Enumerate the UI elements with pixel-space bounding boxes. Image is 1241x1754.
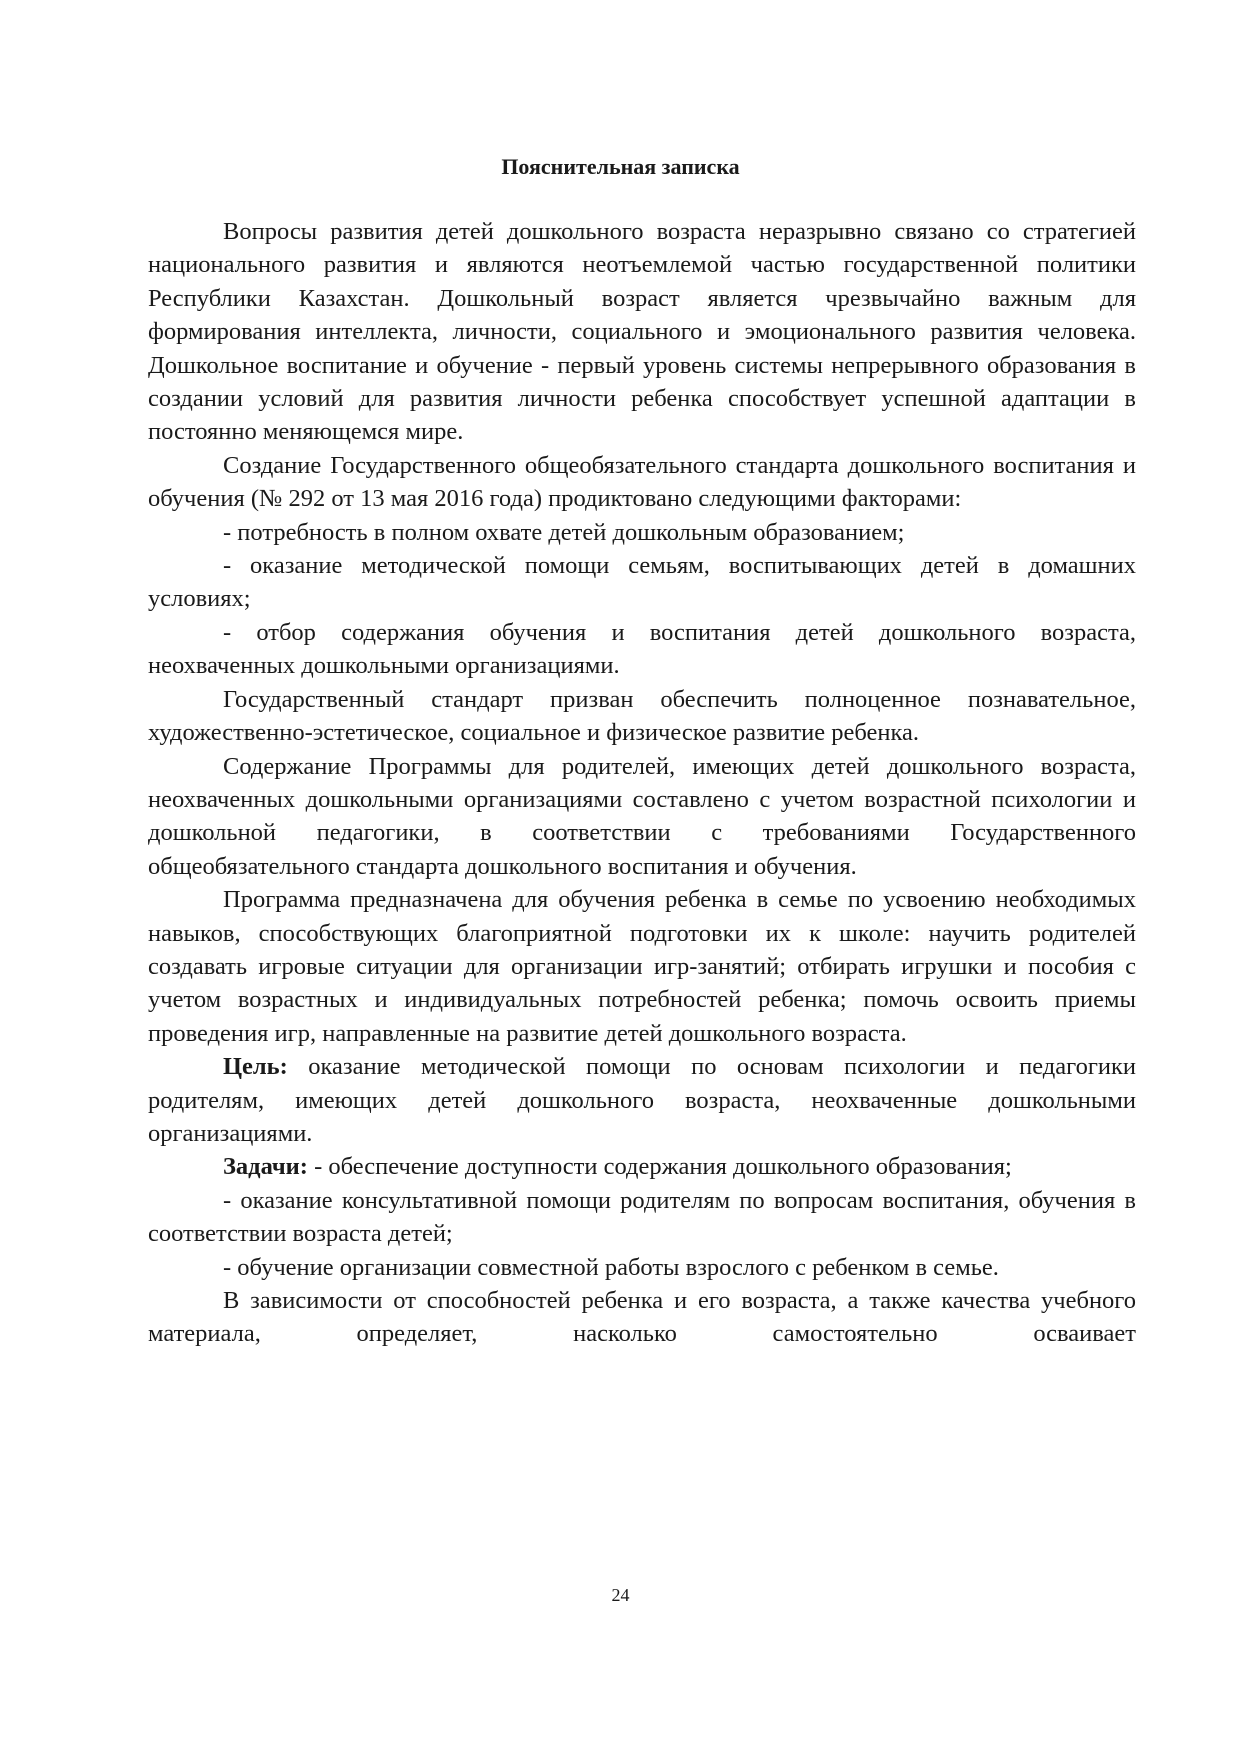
tasks-text: - обеспечение доступности содержания дошкольного образования; bbox=[307, 1153, 1012, 1181]
goal-label: Цель: bbox=[223, 1053, 288, 1081]
paragraph-standard: Создание Государственного общеобязательного стандарта дошкольного воспитания и обучения (№ 292 от 13 мая 2016 года) продиктовано следующими факторами: bbox=[148, 451, 1136, 513]
list-item-factor-1: - потребность в полном охвате детей дошкольным образованием; bbox=[223, 518, 905, 546]
document-body bbox=[148, 215, 1136, 1351]
list-item-task-2: - оказание консультативной помощи родителям по вопросам воспитания, обучения в соответствии возраста детей; bbox=[148, 1186, 1136, 1248]
page-title: Пояснительная записка bbox=[501, 154, 740, 179]
paragraph-program-purpose: Программа предназначена для обучения ребенка в семье по усвоению необходимых навыков, способствующих благоприятной подготовки их к школе: научить родителей создавать игровые ситуации для организации игр-занятий; отбирать игрушки и пособия с учетом возрастных и индивидуальных потребностей ребенка; помочь освоить приемы проведения игр, направленные на развитие детей дошкольного возраста. bbox=[148, 886, 1136, 1047]
paragraph-state-standard: Государственный стандарт призван обеспечить полноценное познавательное, художественно-эстетическое, социальное и физическое развитие ребенка. bbox=[148, 685, 1136, 747]
page-number: 24 bbox=[611, 1585, 630, 1605]
paragraph-tasks bbox=[148, 1150, 1136, 1183]
paragraph-program-content: Содержание Программы для родителей, имеющих детей дошкольного возраста, неохваченных дошкольными организациями составлено с учетом возрастной психологии и дошкольной педагогики, в соответствии с требованиями Государственного общеобязательного стандарта дошкольного воспитания и обучения. bbox=[148, 752, 1136, 880]
tasks-label: Задачи: bbox=[223, 1153, 308, 1181]
goal-text: оказание методической помощи по основам психологии и педагогики родителям, имеющих детей дошкольного возраста, неохваченные дошкольными организациями. bbox=[148, 1053, 1136, 1147]
paragraph-goal bbox=[148, 1050, 1136, 1150]
list-item-task-3: - обучение организации совместной работы взрослого с ребенком в семье. bbox=[223, 1253, 999, 1281]
list-item-factor-3: - отбор содержания обучения и воспитания детей дошкольного возраста, неохваченных дошкольными организациями. bbox=[148, 618, 1136, 680]
list-item-factor-2: - оказание методической помощи семьям, воспитывающих детей в домашних условиях; bbox=[148, 552, 1136, 613]
paragraph-dependence: В зависимости от способностей ребенка и его возраста, а также качества учебного материала, определяет, насколько самостоятельно осваивает bbox=[148, 1287, 1136, 1348]
paragraph-intro: Вопросы развития детей дошкольного возраста неразрывно связано со стратегией национального развития и являются неотъемлемой частью государственной политики Республики Казахстан. Дошкольный возраст является чрезвычайно важным для формирования интеллекта, личности, социального и эмоционального развития человека. Дошкольное воспитание и обучение - первый уровень системы непрерывного образования в создании условий для развития личности ребенка способствует успешной адаптации в постоянно меняющемся мире. bbox=[148, 218, 1136, 446]
